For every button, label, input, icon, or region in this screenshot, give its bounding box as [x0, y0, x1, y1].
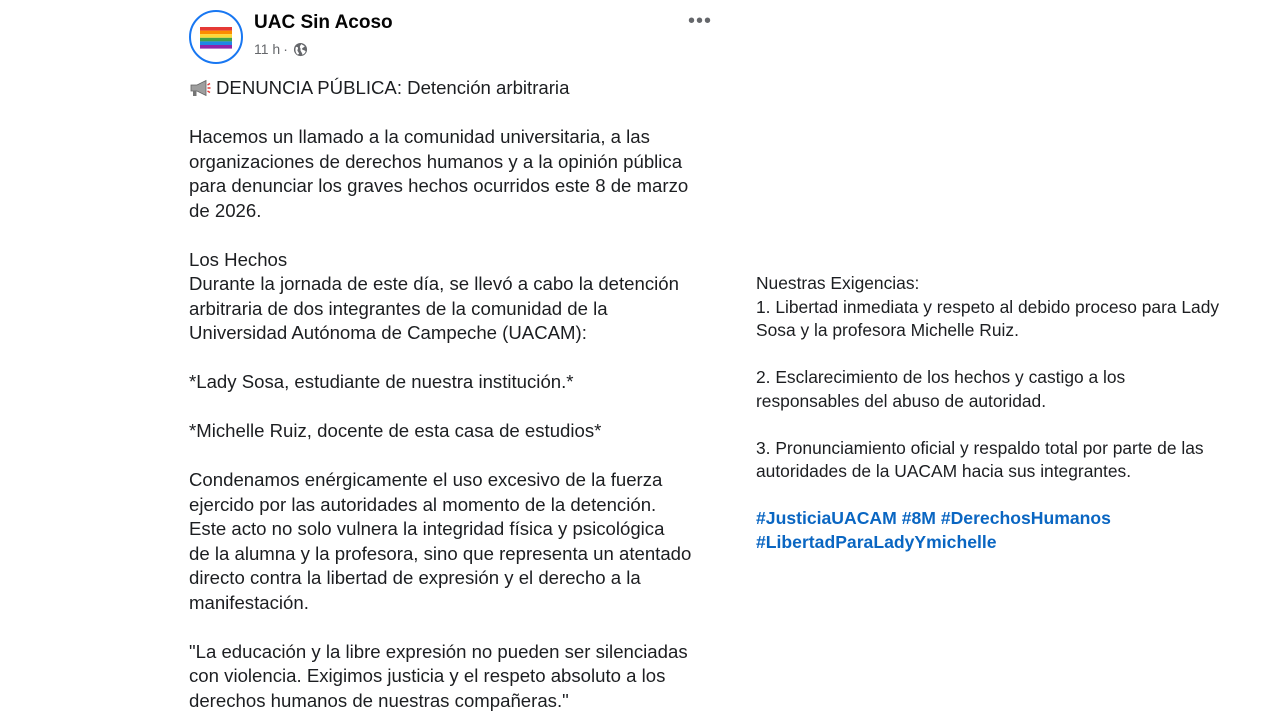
post-timestamp[interactable]: 11 h	[254, 41, 281, 57]
detained-person-1: *Lady Sosa, estudiante de nuestra institución.*	[189, 371, 574, 392]
hechos-heading: Los Hechos	[189, 248, 288, 270]
quote-paragraph	[189, 640, 729, 714]
text-line: de la alumna y la profesora, sino que representa un atentado	[189, 542, 692, 564]
text-line: manifestación.	[189, 591, 309, 613]
demands-heading: Nuestras Exigencias:	[756, 273, 920, 293]
text-line: para denunciar los graves hechos ocurridos este 8 de marzo	[189, 175, 689, 196]
hashtag-link[interactable]: #LibertadParaLadyYmichelle	[756, 531, 997, 552]
demand-1	[756, 296, 1256, 343]
intro-paragraph	[189, 125, 729, 223]
text-line: derechos humanos de nuestras compañeras."	[189, 689, 569, 711]
hashtag-link[interactable]: #DerechosHumanos	[940, 508, 1111, 528]
text-line: "La educación y la libre expresión no pueden ser silenciadas	[189, 640, 688, 662]
detained-person-2: *Michelle Ruiz, docente de esta casa de estudios*	[189, 420, 602, 441]
text-line: directo contra la libertad de expresión y el derecho a la	[189, 567, 641, 588]
text-line: Condenamos enérgicamente el uso excesivo de la fuerza	[189, 469, 663, 490]
more-options-icon[interactable]: •••	[687, 10, 712, 32]
page-avatar[interactable]	[189, 10, 243, 64]
post-title-text: DENUNCIA PÚBLICA: Detención arbitraria	[216, 77, 570, 98]
text-line: con violencia. Exigimos justicia y el respeto absoluto a los	[189, 665, 666, 686]
post-meta	[254, 41, 308, 57]
text-line: de 2026.	[189, 199, 262, 221]
text-line: Hacemos un llamado a la comunidad universitaria, a las	[189, 126, 650, 147]
text-line: 2. Esclarecimiento de los hechos y castigo a los	[756, 367, 1126, 387]
text-line: 1. Libertad inmediata y respeto al debido proceso para Lady	[756, 296, 1220, 317]
globe-icon	[293, 42, 308, 57]
rainbow-flag-icon	[191, 12, 241, 62]
text-line: Durante la jornada de este día, se llevó a cabo la detención	[189, 273, 679, 294]
post-title	[189, 76, 729, 101]
post-body-left	[189, 76, 729, 713]
meta-separator: ·	[283, 41, 288, 57]
text-line: Este acto no solo vulnera la integridad física y psicológica	[189, 518, 665, 539]
hechos-section	[189, 248, 729, 346]
demand-3	[756, 437, 1256, 484]
text-line: 3. Pronunciamiento oficial y respaldo total por parte de las	[756, 437, 1204, 458]
text-line: autoridades de la UACAM hacia sus integrantes.	[756, 461, 1132, 481]
post-body-right	[756, 272, 1256, 554]
condemnation-paragraph	[189, 468, 729, 615]
demand-2	[756, 366, 1256, 413]
megaphone-icon	[189, 79, 211, 97]
hashtag-link[interactable]: #8M	[901, 508, 936, 528]
post-author[interactable]: UAC Sin Acoso	[254, 12, 393, 33]
text-line: ejercido por las autoridades al momento de la detención.	[189, 493, 657, 515]
hashtags	[756, 507, 1256, 554]
text-line: responsables del abuso de autoridad.	[756, 390, 1047, 411]
text-line: Sosa y la profesora Michelle Ruiz.	[756, 320, 1019, 340]
text-line: organizaciones de derechos humanos y a la opinión pública	[189, 150, 683, 172]
text-line: arbitraria de dos integrantes de la comunidad de la	[189, 297, 608, 319]
hashtag-link[interactable]: #JusticiaUACAM	[756, 508, 897, 528]
text-line: Universidad Autónoma de Campeche (UACAM):	[189, 322, 587, 343]
